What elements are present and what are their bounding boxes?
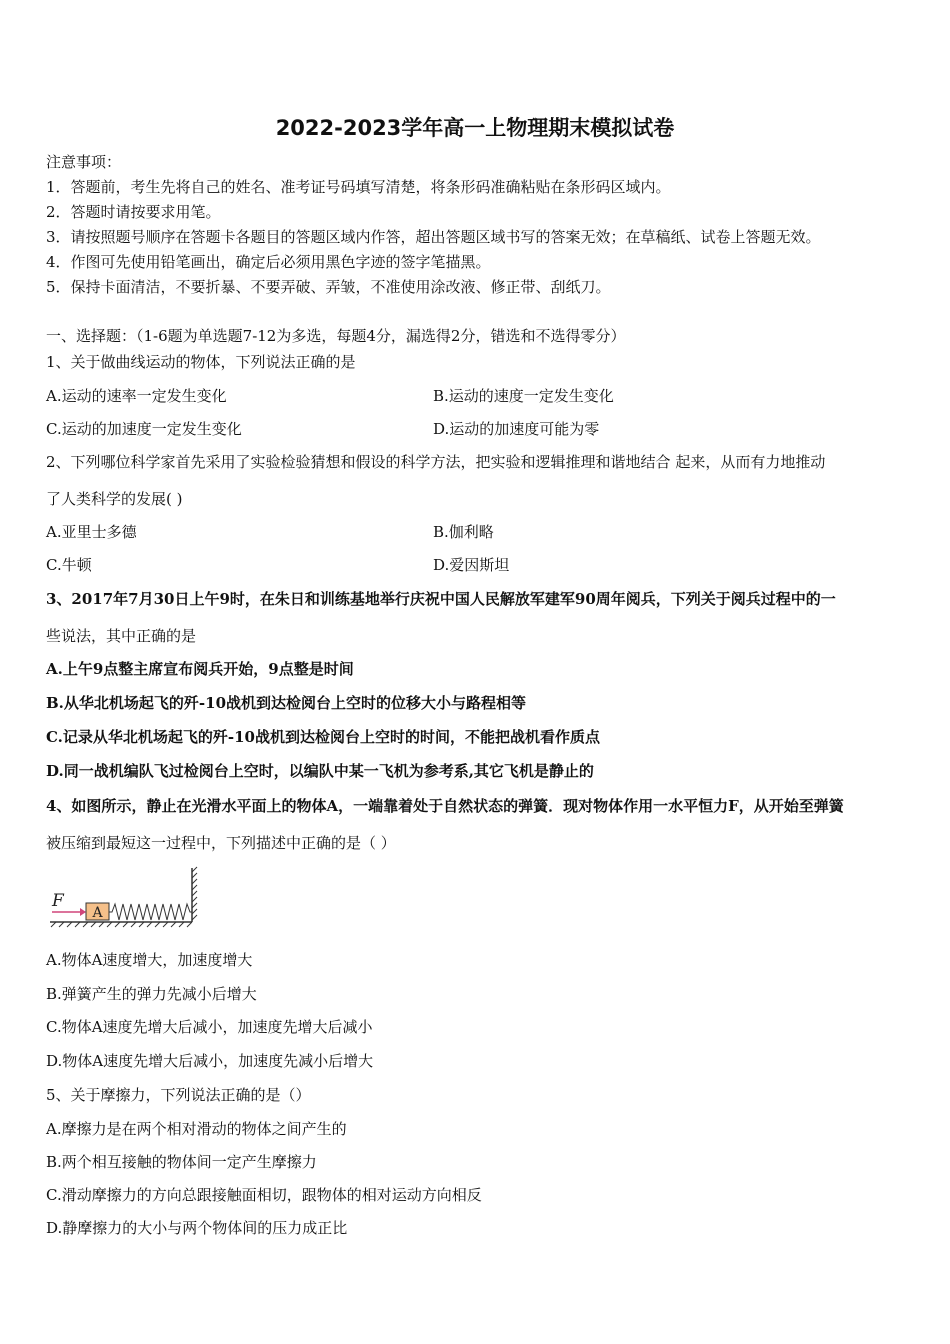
- notice-item-2: 2．答题时请按要求用笔。: [46, 203, 221, 221]
- q2-option-c: C.牛顿: [46, 556, 92, 574]
- q1-option-d: D.运动的加速度可能为零: [433, 420, 600, 438]
- q4-option-d: D.物体A速度先增大后减小，加速度先减小后增大: [46, 1052, 374, 1070]
- block-label: A: [92, 905, 103, 921]
- notice-item-5: 5．保持卡面清洁，不要折暴、不要弄破、弄皱，不准使用涂改液、修正带、刮纸刀。: [46, 278, 611, 296]
- q5-stem: 5、关于摩擦力，下列说法正确的是（）: [46, 1086, 311, 1104]
- q1-option-a: A.运动的速率一定发生变化: [46, 387, 227, 405]
- q5-option-b: B.两个相互接触的物体间一定产生摩擦力: [46, 1153, 317, 1171]
- q2-option-d: D.爱因斯坦: [433, 556, 510, 574]
- spring-block-figure: [46, 866, 206, 928]
- q2-option-a: A.亚里士多德: [46, 523, 137, 541]
- notice-item-3: 3．请按照题号顺序在答题卡各题目的答题区域内作答，超出答题区域书写的答案无效；在草稿纸、试卷上答题无效。: [46, 228, 821, 246]
- q4-option-c: C.物体A速度先增大后减小，加速度先增大后减小: [46, 1018, 373, 1036]
- section-heading: 一、选择题：（1-6题为单选题7-12为多选，每题4分，漏选得2分，错选和不选得零分）: [46, 327, 626, 345]
- q1-stem: 1、关于做曲线运动的物体，下列说法正确的是: [46, 353, 356, 371]
- q3-option-b: B.从华北机场起飞的歼-10战机到达检阅台上空时的位移大小与路程相等: [46, 694, 527, 712]
- q4-stem-line2: 被压缩到最短这一过程中，下列描述中正确的是（ ）: [46, 834, 396, 852]
- q3-stem-line2: 些说法，其中正确的是: [46, 627, 197, 645]
- q3-stem-line1: 3、2017年7月30日上午9时，在朱日和训练基地举行庆祝中国人民解放军建军90周年阅兵，下列关于阅兵过程中的一: [46, 590, 836, 608]
- q5-option-c: C.滑动摩擦力的方向总跟接触面相切，跟物体的相对运动方向相反: [46, 1186, 482, 1204]
- q2-option-b: B.伽利略: [433, 523, 494, 541]
- q1-option-c: C.运动的加速度一定发生变化: [46, 420, 242, 438]
- spring: [109, 904, 192, 920]
- notice-item-4: 4．作图可先使用铅笔画出，确定后必须用黑色字迹的签字笔描黑。: [46, 253, 491, 271]
- force-arrowhead: [80, 908, 86, 916]
- notice-item-1: 1．答题前，考生先将自己的姓名、准考证号码填写清楚，将条形码准确粘贴在条形码区域内。: [46, 178, 671, 196]
- force-label: F: [52, 891, 64, 911]
- q2-stem-line1: 2、下列哪位科学家首先采用了实验检验猜想和假设的科学方法，把实验和逻辑推理和谐地结合 起来，从而有力地推动: [46, 453, 826, 471]
- q3-option-d: D.同一战机编队飞过检阅台上空时，以编队中某一飞机为参考系,其它飞机是静止的: [46, 762, 594, 780]
- q4-option-a: A.物体A速度增大，加速度增大: [46, 951, 253, 969]
- q3-option-c: C.记录从华北机场起飞的歼-10战机到达检阅台上空时的时间，不能把战机看作质点: [46, 728, 601, 746]
- q3-option-a: A.上午9点整主席宣布阅兵开始，9点整是时间: [46, 660, 354, 678]
- q1-option-b: B.运动的速度一定发生变化: [433, 387, 614, 405]
- q4-option-b: B.弹簧产生的弹力先减小后增大: [46, 985, 257, 1003]
- q5-option-a: A.摩擦力是在两个相对滑动的物体之间产生的: [46, 1120, 347, 1138]
- q2-stem-line2: 了人类科学的发展( ): [46, 490, 183, 508]
- notice-heading: 注意事项：: [46, 153, 122, 171]
- q5-option-d: D.静摩擦力的大小与两个物体间的压力成正比: [46, 1219, 348, 1237]
- q4-stem-line1: 4、如图所示，静止在光滑水平面上的物体A，一端靠着处于自然状态的弹簧．现对物体作用一水平恒力F，从开始至弹簧: [46, 797, 844, 815]
- page-title: 2022-2023学年高一上物理期末模拟试卷: [275, 116, 675, 140]
